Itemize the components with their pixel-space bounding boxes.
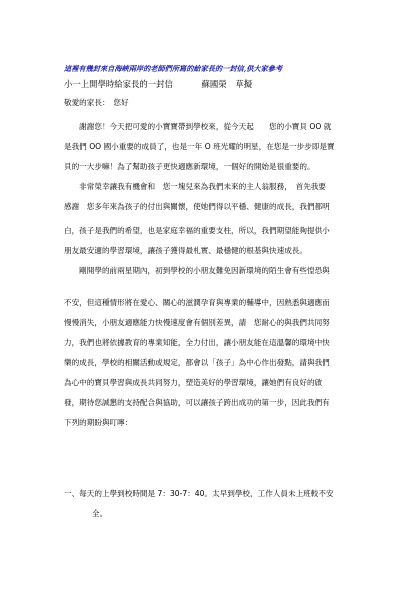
text-line: 謝謝您！今天把可愛的小寶寶帶到學校來，從今天起 您的小寶貝 OO 就 (64, 122, 332, 131)
letter-title: 小一上開學時給家長的一封信 (64, 79, 173, 89)
letter-subtitle (64, 78, 252, 90)
paragraph-2 (64, 221, 364, 281)
text-line: 樂的成長，學校的相關活動或規定，都會以「孩子」為中心作出發點，請與我們 (64, 358, 330, 367)
text-line: 慢慢消失，小朋友適應能力快慢速度會有個別差異，請 您耐心的與我們共同努 (64, 318, 330, 327)
text-line: 發，期待您誠懇的支持配合與協助，可以讓孩子跨出成功的第一步，因此我們有 (64, 398, 330, 407)
text-line: 不安，但這種情形將在愛心、關心的滋潤孕育與專業的輔導中，因熟悉與適應而 (64, 298, 330, 307)
text-line: 力，我們也將依據教育的專業知能，全力付出，讓小朋友能在這溫馨的環境中快 (64, 338, 330, 347)
paragraph-3 (64, 293, 364, 433)
author-name: 草擬 (235, 79, 253, 89)
author-label: 蘇國榮 (201, 79, 227, 89)
text-line: 是我們 OO 國小重要的成員了，也是一年 O 班光耀的明星，在您是一步步即是寶 (64, 142, 335, 151)
list-item-continuation: 全。 (92, 509, 108, 518)
text-line: 下列的期盼與叮嚀： (64, 418, 133, 427)
text-line: 朋友最安適的學習環境，讓孩子獲得最札實、最穩健的根基與快速成長。 (64, 246, 307, 255)
text-line: 剛開學的前兩星期內，初到學校的小朋友難免因新環境的陌生會有些惶恐與 (64, 266, 330, 275)
header-link[interactable]: 這裡有幾封來自海峽兩岸的老師們所寫的給家長的一封信,供大家參考 (64, 64, 283, 73)
text-line: 感謝 您多年來為孩子的付出與關懷，使她們得以平穩、健康的成長，我們都明 (64, 202, 330, 211)
text-line: 為心中的寶貝學習與成長共同努力，塑造美好的學習環境，讓她們有良好的啟 (64, 378, 323, 387)
paragraph-1 (64, 117, 364, 217)
text-line: 非常榮幸讓我有機會和 您一塊兒來為我們未來的主人翁服務， 首先我要 (64, 182, 326, 191)
list-item-text: 一、每天的上學到校時間是 7：30-7：40。太早到學校，工作人員未上班較不安 (64, 489, 334, 498)
text-line: 白，孩子是我們的希望，也是家庭幸福的重要支柱，所以，我們期望能夠提供小 (64, 226, 330, 235)
text-line: 貝的一大步嘛！為了幫助孩子更快適應新環境，一個好的開始是很重要的。 (64, 162, 315, 171)
greeting: 敬愛的家長： 您好 (64, 98, 129, 107)
list-item-1 (64, 484, 364, 524)
